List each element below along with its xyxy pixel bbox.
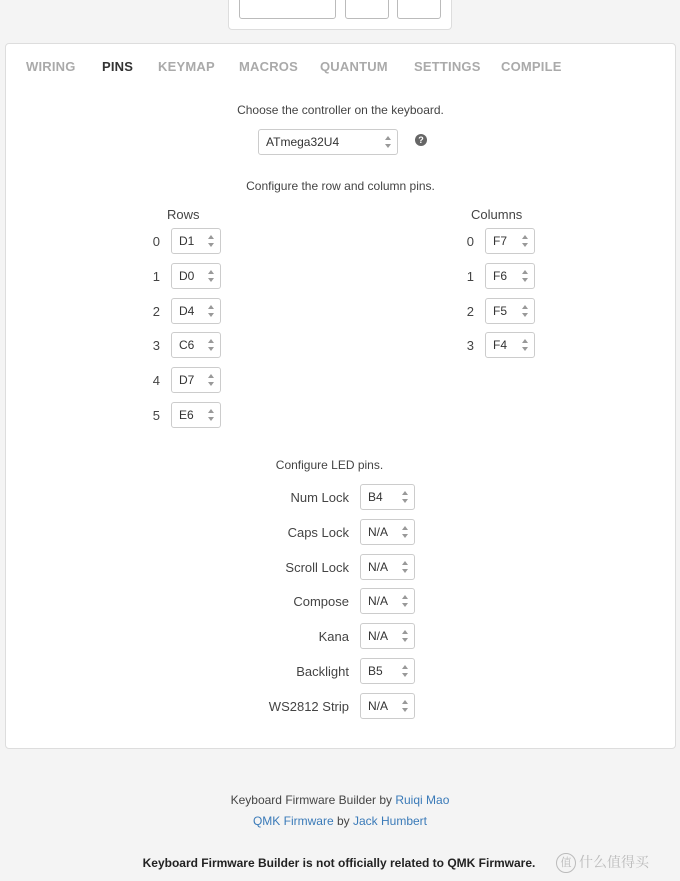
controller-select-value: ATmega32U4 [266, 135, 340, 149]
row-pin-select[interactable] [171, 367, 221, 393]
select-arrows-icon [208, 339, 214, 351]
column-index: 1 [466, 268, 474, 284]
led-pin-label: Compose [293, 594, 349, 610]
tab-wiring[interactable]: WIRING [26, 59, 76, 74]
tab-bar [6, 44, 675, 88]
led-pin-select[interactable] [360, 519, 415, 545]
author-link[interactable]: Ruiqi Mao [395, 793, 450, 807]
column-pin-select[interactable] [485, 298, 535, 324]
led-pin-label: Caps Lock [287, 524, 349, 540]
led-pin-select[interactable] [360, 693, 415, 719]
select-arrows-icon [402, 630, 408, 642]
select-arrows-icon [522, 270, 528, 282]
tab-compile[interactable]: COMPILE [501, 59, 562, 74]
led-pin-select-value: N/A [368, 698, 389, 713]
row-index: 5 [152, 408, 160, 423]
column-pin-select-value: F6 [493, 268, 508, 283]
row-index: 3 [152, 338, 160, 354]
column-pin-select-value: F5 [493, 303, 508, 318]
select-arrows-icon [402, 665, 408, 677]
main-panel [5, 43, 676, 749]
row-index: 1 [152, 268, 160, 284]
led-pin-select-value: B5 [368, 664, 383, 678]
footer-line-1 [0, 793, 680, 807]
column-pin-select-value: F7 [493, 234, 508, 248]
rows-heading: Rows [167, 207, 200, 222]
led-pin-select[interactable] [360, 484, 415, 510]
top-input[interactable] [239, 0, 336, 19]
select-arrows-icon [402, 561, 408, 573]
led-pin-select-value: N/A [368, 524, 389, 539]
column-index: 2 [466, 303, 474, 319]
select-arrows-icon [208, 235, 214, 247]
footer-by-text: by [333, 814, 353, 828]
led-pin-select-value: N/A [368, 594, 389, 609]
top-toolbar-box [228, 0, 452, 30]
help-icon[interactable]: ? [415, 134, 427, 146]
select-arrows-icon [522, 235, 528, 247]
led-pin-select[interactable] [360, 588, 415, 614]
qmk-author-link[interactable]: Jack Humbert [352, 814, 428, 828]
footer-line-2 [0, 814, 680, 828]
controller-select[interactable] [258, 129, 398, 155]
select-arrows-icon [402, 491, 408, 503]
tab-settings[interactable]: SETTINGS [414, 59, 481, 74]
column-index: 3 [466, 338, 474, 354]
select-arrows-icon [208, 270, 214, 282]
tab-macros[interactable]: MACROS [239, 59, 298, 74]
controller-prompt: Choose the controller on the keyboard. [237, 103, 444, 117]
column-index: 0 [466, 234, 474, 249]
select-arrows-icon [402, 595, 408, 607]
led-pin-select[interactable] [360, 623, 415, 649]
column-pin-select[interactable] [485, 332, 535, 358]
row-pin-select-value: D7 [179, 373, 195, 388]
columns-heading: Columns [471, 207, 523, 222]
select-arrows-icon [208, 305, 214, 317]
tab-pins[interactable]: PINS [102, 59, 134, 74]
row-pin-select-value: C6 [179, 338, 195, 353]
column-pin-select-value: F4 [493, 338, 508, 353]
led-pin-label: Num Lock [290, 490, 349, 505]
row-pin-select[interactable] [171, 298, 221, 324]
row-index: 4 [152, 373, 160, 389]
watermark [556, 852, 649, 873]
select-arrows-icon [402, 700, 408, 712]
led-pin-label: Backlight [296, 664, 349, 679]
select-arrows-icon [208, 409, 214, 421]
row-pin-select[interactable] [171, 332, 221, 358]
led-pin-label: WS2812 Strip [268, 698, 349, 714]
led-pin-label: Kana [318, 629, 349, 645]
watermark-text: 什么值得买 [579, 854, 649, 870]
led-pin-label: Scroll Lock [285, 559, 349, 575]
row-index: 2 [152, 303, 160, 319]
row-pin-select-value: D1 [179, 234, 195, 248]
select-arrows-icon [385, 136, 391, 148]
led-pin-select-value: N/A [368, 559, 389, 574]
select-arrows-icon [208, 374, 214, 386]
select-arrows-icon [522, 305, 528, 317]
led-pin-select-value: B4 [368, 490, 383, 504]
top-button-2[interactable] [397, 0, 441, 19]
select-arrows-icon [522, 339, 528, 351]
led-prompt: Configure LED pins. [275, 458, 384, 472]
qmk-firmware-link[interactable]: QMK Firmware [252, 814, 334, 828]
row-index: 0 [152, 234, 160, 249]
row-pin-select-value: D4 [179, 303, 195, 318]
tab-keymap[interactable]: KEYMAP [158, 59, 215, 74]
matrix-prompt: Configure the row and column pins. [246, 179, 435, 193]
column-pin-select[interactable] [485, 228, 535, 254]
column-pin-select[interactable] [485, 263, 535, 289]
led-pin-select[interactable] [360, 658, 415, 684]
row-pin-select-value: D0 [179, 268, 195, 283]
led-pin-select-value: N/A [368, 629, 389, 644]
watermark-logo-icon: 值 [556, 853, 576, 873]
row-pin-select-value: E6 [179, 408, 194, 422]
row-pin-select[interactable] [171, 228, 221, 254]
disclaimer-text: Keyboard Firmware Builder is not officially related to QMK Firmware. [142, 856, 536, 870]
led-pin-select[interactable] [360, 554, 415, 580]
row-pin-select[interactable] [171, 402, 221, 428]
select-arrows-icon [402, 526, 408, 538]
row-pin-select[interactable] [171, 263, 221, 289]
tab-quantum[interactable]: QUANTUM [320, 59, 388, 74]
footer-credit-text: Keyboard Firmware Builder by [230, 793, 396, 807]
top-button-1[interactable] [345, 0, 389, 19]
